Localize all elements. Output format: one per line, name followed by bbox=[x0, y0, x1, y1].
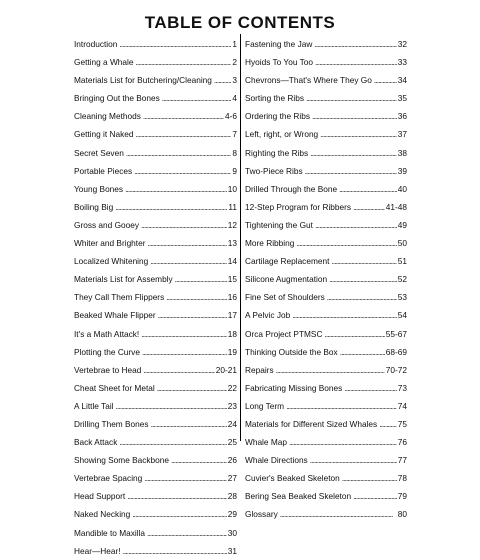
dot-leader bbox=[166, 288, 227, 306]
toc-entry-title: Mandible to Maxilla bbox=[74, 527, 146, 538]
dot-leader bbox=[305, 162, 397, 180]
toc-entry-page: 9 bbox=[232, 165, 237, 176]
toc-entry-title: Naked Necking bbox=[74, 509, 131, 520]
toc-entry bbox=[74, 325, 237, 343]
dot-leader bbox=[329, 270, 397, 288]
page-title: TABLE OF CONTENTS bbox=[144, 13, 336, 32]
toc-entry-page: 68-69 bbox=[385, 346, 407, 357]
toc-entry-title: Drilled Through the Bone bbox=[245, 183, 338, 194]
dot-leader bbox=[136, 125, 232, 143]
toc-entry-page: 80 bbox=[397, 509, 407, 520]
toc-entry bbox=[245, 107, 407, 125]
toc-entry-page: 4 bbox=[232, 93, 237, 104]
toc-entry bbox=[74, 433, 237, 451]
dot-leader bbox=[310, 144, 397, 162]
toc-entry-title: Head Support bbox=[74, 491, 126, 502]
toc-entry-page: 18 bbox=[227, 328, 237, 339]
dot-leader bbox=[116, 397, 227, 415]
toc-entry-title: Getting it Naked bbox=[74, 129, 134, 140]
toc-entry-page: 73 bbox=[397, 382, 407, 393]
toc-entry-page: 50 bbox=[397, 238, 407, 249]
dot-leader bbox=[134, 162, 231, 180]
toc-entry-title: Whiter and Brighter bbox=[74, 238, 146, 249]
toc-entry bbox=[245, 252, 407, 270]
toc-entry bbox=[74, 451, 237, 469]
toc-entry-page: 76 bbox=[397, 437, 407, 448]
toc-entry-title: Chevrons—That's Where They Go bbox=[245, 75, 372, 86]
toc-entry bbox=[245, 144, 407, 162]
dot-leader bbox=[289, 433, 397, 451]
toc-entry bbox=[245, 325, 407, 343]
toc-entry-page: 35 bbox=[397, 93, 407, 104]
toc-entry-title: Bringing Out the Bones bbox=[74, 93, 160, 104]
toc-entry bbox=[74, 487, 237, 505]
toc-entry bbox=[74, 107, 237, 125]
dot-leader bbox=[157, 379, 227, 397]
toc-entry-page: 26 bbox=[227, 455, 237, 466]
dot-leader bbox=[125, 180, 227, 198]
toc-entry-title: Gross and Gooey bbox=[74, 219, 140, 230]
toc-entry-page: 51 bbox=[397, 256, 407, 267]
toc-entry-title: Drilling Them Bones bbox=[74, 418, 149, 429]
toc-entry-title: Left, right, or Wrong bbox=[245, 129, 319, 140]
toc-entry bbox=[74, 125, 237, 143]
toc-entry-title: They Call Them Flippers bbox=[74, 292, 165, 303]
dot-leader bbox=[143, 361, 214, 379]
toc-entry-page: 4-6 bbox=[225, 111, 237, 122]
toc-entry-page: 15 bbox=[227, 274, 237, 285]
toc-entry-page: 40 bbox=[397, 183, 407, 194]
dot-leader bbox=[320, 125, 397, 143]
dot-leader bbox=[158, 306, 227, 324]
dot-leader bbox=[147, 524, 227, 542]
dot-leader bbox=[314, 35, 396, 53]
toc-entry-title: Materials List for Butchering/Cleaning bbox=[74, 75, 212, 86]
dot-leader bbox=[280, 505, 397, 523]
toc-entry bbox=[245, 433, 407, 451]
dot-leader bbox=[327, 288, 397, 306]
toc-entry bbox=[74, 144, 237, 162]
toc-entry bbox=[74, 216, 237, 234]
dot-leader bbox=[127, 487, 227, 505]
dot-leader bbox=[123, 542, 227, 560]
dot-leader bbox=[306, 89, 397, 107]
dot-leader bbox=[136, 53, 232, 71]
toc-entry bbox=[245, 89, 407, 107]
dot-leader bbox=[144, 469, 226, 487]
dot-leader bbox=[171, 451, 227, 469]
toc-entry bbox=[74, 343, 237, 361]
toc-entry-page: 28 bbox=[227, 491, 237, 502]
toc-entry-page: 29 bbox=[227, 509, 237, 520]
toc-entry bbox=[245, 125, 407, 143]
toc-entry bbox=[245, 198, 407, 216]
toc-entry-page: 75 bbox=[397, 418, 407, 429]
dot-leader bbox=[292, 306, 397, 324]
toc-entry-page: 1 bbox=[232, 39, 237, 49]
dot-leader bbox=[353, 198, 385, 216]
toc-entry-page: 19 bbox=[227, 346, 237, 357]
dot-leader bbox=[141, 216, 227, 234]
dot-leader bbox=[286, 397, 397, 415]
toc-entry bbox=[74, 234, 237, 252]
dot-leader bbox=[331, 252, 396, 270]
toc-entry-title: Thinking Outside the Box bbox=[245, 346, 338, 357]
toc-entry-page: 23 bbox=[227, 400, 237, 411]
toc-entry bbox=[245, 234, 407, 252]
dot-leader bbox=[119, 433, 226, 451]
toc-entry-title: Back Attack bbox=[74, 437, 118, 448]
toc-entry-title: Introduction bbox=[74, 39, 118, 49]
toc-entry-title: Righting the Ribs bbox=[245, 147, 309, 158]
toc-entry-page: 31 bbox=[227, 545, 237, 556]
toc-entry-title: Cartilage Replacement bbox=[245, 256, 330, 267]
toc-entry bbox=[245, 162, 407, 180]
dot-leader bbox=[340, 343, 385, 361]
toc-entry-page: 77 bbox=[397, 455, 407, 466]
toc-entry-title: Whale Directions bbox=[245, 455, 308, 466]
toc-entry-title: Plotting the Curve bbox=[74, 346, 140, 357]
dot-leader bbox=[147, 234, 226, 252]
toc-entry-title: Showing Some Backbone bbox=[74, 455, 170, 466]
toc-entry-page: 30 bbox=[227, 527, 237, 538]
dot-leader bbox=[374, 71, 397, 89]
toc-entry-page: 24 bbox=[227, 418, 237, 429]
toc-right-column bbox=[245, 35, 407, 524]
toc-entry bbox=[74, 505, 237, 523]
toc-entry-page: 2 bbox=[232, 57, 237, 68]
dot-leader bbox=[379, 415, 397, 433]
toc-entry-title: Boiling Big bbox=[74, 201, 114, 212]
dot-leader bbox=[339, 180, 397, 198]
toc-entry bbox=[74, 306, 237, 324]
dot-leader bbox=[126, 144, 232, 162]
toc-entry-page: 49 bbox=[397, 219, 407, 230]
column-divider bbox=[240, 34, 241, 441]
toc-entry-title: Beaked Whale Flipper bbox=[74, 310, 156, 321]
toc-entry-page: 52 bbox=[397, 274, 407, 285]
toc-entry-title: Bering Sea Beaked Skeleton bbox=[245, 491, 352, 502]
toc-entry bbox=[74, 361, 237, 379]
toc-entry-page: 38 bbox=[397, 147, 407, 158]
toc-entry-title: Glossary bbox=[245, 509, 278, 520]
dot-leader bbox=[312, 107, 397, 125]
dot-leader bbox=[142, 343, 227, 361]
toc-entry-page: 14 bbox=[227, 256, 237, 267]
toc-entry-title: Getting a Whale bbox=[74, 57, 134, 68]
toc-entry-title: Young Bones bbox=[74, 183, 124, 194]
toc-entry bbox=[245, 216, 407, 234]
toc-entry-title: Sorting the Ribs bbox=[245, 93, 305, 104]
dot-leader bbox=[175, 270, 227, 288]
toc-entry bbox=[245, 35, 407, 53]
toc-entry-title: Secret Seven bbox=[74, 147, 124, 158]
toc-entry-page: 17 bbox=[227, 310, 237, 321]
toc-entry-title: A Little Tail bbox=[74, 400, 114, 411]
toc-entry-title: Fine Set of Shoulders bbox=[245, 292, 325, 303]
toc-entry bbox=[74, 270, 237, 288]
dot-leader bbox=[353, 487, 397, 505]
toc-entry bbox=[245, 469, 407, 487]
toc-entry-page: 3 bbox=[232, 75, 237, 86]
toc-entry bbox=[245, 505, 407, 523]
dot-leader bbox=[119, 35, 231, 53]
toc-entry-title: Whale Map bbox=[245, 437, 287, 448]
toc-entry-page: 27 bbox=[227, 473, 237, 484]
toc-entry-title: Long Term bbox=[245, 400, 285, 411]
toc-entry-title: Cuvier's Beaked Skeleton bbox=[245, 473, 340, 484]
toc-entry-page: 11 bbox=[228, 201, 237, 212]
dot-leader bbox=[141, 325, 227, 343]
dot-leader bbox=[143, 107, 224, 125]
toc-entry-page: 39 bbox=[397, 165, 407, 176]
dot-leader bbox=[310, 451, 397, 469]
toc-entry bbox=[74, 397, 237, 415]
toc-entry bbox=[245, 451, 407, 469]
toc-entry-page: 36 bbox=[397, 111, 407, 122]
toc-entry bbox=[245, 288, 407, 306]
toc-entry-title: Materials for Different Sized Whales bbox=[245, 418, 378, 429]
dot-leader bbox=[276, 361, 385, 379]
toc-entry-title: More Ribbing bbox=[245, 238, 295, 249]
toc-entry-page: 25 bbox=[227, 437, 237, 448]
toc-entry-page: 12 bbox=[227, 219, 237, 230]
toc-entry bbox=[74, 71, 237, 89]
toc-entry bbox=[245, 361, 407, 379]
dot-leader bbox=[214, 71, 231, 89]
toc-entry-page: 37 bbox=[397, 129, 407, 140]
dot-leader bbox=[342, 469, 397, 487]
toc-entry-title: Vertebrae to Head bbox=[74, 364, 142, 375]
toc-entry bbox=[74, 542, 237, 560]
toc-entry-title: Localized Whitening bbox=[74, 256, 149, 267]
toc-entry-page: 74 bbox=[397, 400, 407, 411]
toc-entry-page: 78 bbox=[397, 473, 407, 484]
toc-entry-title: Materials List for Assembly bbox=[74, 274, 173, 285]
dot-leader bbox=[115, 198, 227, 216]
toc-entry-page: 55-67 bbox=[385, 328, 407, 339]
toc-entry bbox=[74, 469, 237, 487]
toc-left-column bbox=[74, 35, 237, 560]
toc-entry-page: 22 bbox=[227, 382, 237, 393]
toc-entry-title: It's a Math Attack! bbox=[74, 328, 140, 339]
dot-leader bbox=[151, 415, 227, 433]
toc-entry-page: 70-72 bbox=[385, 364, 407, 375]
toc-entry-title: Cheat Sheet for Metal bbox=[74, 382, 155, 393]
toc-entry-title: Orca Project PTMSC bbox=[245, 328, 323, 339]
toc-entry bbox=[74, 89, 237, 107]
dot-leader bbox=[132, 505, 227, 523]
toc-entry-page: 7 bbox=[232, 129, 237, 140]
toc-entry bbox=[74, 35, 237, 53]
dot-leader bbox=[315, 53, 397, 71]
toc-entry-title: Vertebrae Spacing bbox=[74, 473, 143, 484]
toc-entry-page: 13 bbox=[227, 238, 237, 249]
toc-entry bbox=[245, 53, 407, 71]
toc-entry bbox=[74, 379, 237, 397]
toc-entry-title: Repairs bbox=[245, 364, 274, 375]
toc-entry bbox=[245, 306, 407, 324]
toc-entry-page: 53 bbox=[397, 292, 407, 303]
toc-entry-title: Tightening the Gut bbox=[245, 219, 313, 230]
toc-entry-title: Hyoids To You Too bbox=[245, 57, 313, 68]
toc-entry-page: 34 bbox=[397, 75, 407, 86]
dot-leader bbox=[324, 325, 384, 343]
toc-entry bbox=[245, 415, 407, 433]
toc-entry-page: 41-48 bbox=[385, 201, 407, 212]
toc-entry bbox=[74, 524, 237, 542]
toc-entry bbox=[245, 487, 407, 505]
toc-entry-title: A Pelvic Job bbox=[245, 310, 291, 321]
toc-entry-title: Hear—Hear! bbox=[74, 545, 121, 556]
toc-entry bbox=[245, 343, 407, 361]
toc-entry bbox=[74, 252, 237, 270]
toc-entry bbox=[74, 162, 237, 180]
dot-leader bbox=[315, 216, 397, 234]
toc-entry-page: 16 bbox=[227, 292, 237, 303]
toc-entry-title: Portable Pieces bbox=[74, 165, 133, 176]
toc-entry-title: Cleaning Methods bbox=[74, 111, 141, 122]
toc-entry bbox=[74, 180, 237, 198]
toc-entry bbox=[245, 71, 407, 89]
toc-entry bbox=[245, 180, 407, 198]
toc-entry bbox=[74, 288, 237, 306]
toc-entry bbox=[245, 379, 407, 397]
toc-entry-page: 32 bbox=[397, 39, 407, 49]
toc-entry-page: 10 bbox=[227, 183, 237, 194]
toc-entry-title: Fabricating Missing Bones bbox=[245, 382, 343, 393]
toc-entry bbox=[245, 270, 407, 288]
toc-entry bbox=[74, 53, 237, 71]
toc-entry bbox=[74, 415, 237, 433]
dot-leader bbox=[344, 379, 396, 397]
toc-entry-title: Silicone Augmentation bbox=[245, 274, 328, 285]
toc-entry-title: Ordering the Ribs bbox=[245, 111, 311, 122]
dot-leader bbox=[150, 252, 227, 270]
toc-entry bbox=[74, 198, 237, 216]
toc-entry bbox=[245, 397, 407, 415]
dot-leader bbox=[162, 89, 232, 107]
toc-entry-page: 54 bbox=[397, 310, 407, 321]
toc-entry-title: 12-Step Program for Ribbers bbox=[245, 201, 352, 212]
dot-leader bbox=[296, 234, 396, 252]
toc-entry-title: Two-Piece Ribs bbox=[245, 165, 303, 176]
toc-entry-page: 33 bbox=[397, 57, 407, 68]
toc-entry-page: 8 bbox=[232, 147, 237, 158]
toc-entry-page: 20-21 bbox=[215, 364, 237, 375]
toc-entry-title: Fastening the Jaw bbox=[245, 39, 313, 49]
toc-entry-page: 79 bbox=[397, 491, 407, 502]
